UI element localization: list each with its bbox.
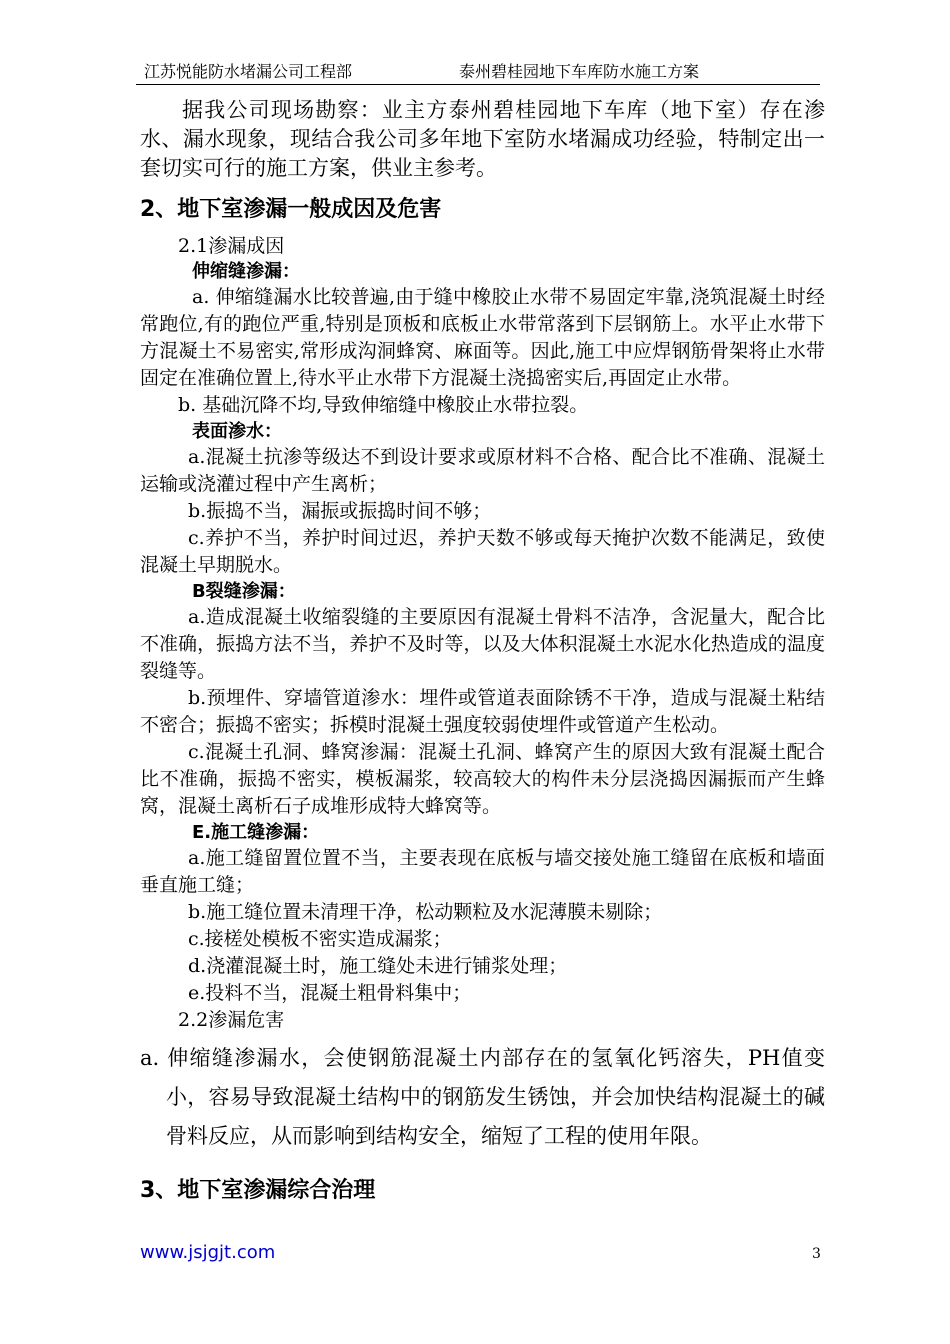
joint-item-a: a.施工缝留置位置不当，主要表现在底板与墙交接处施工缝留在底板和墙面垂直施工缝； [140,847,825,896]
section-3-title: 3、地下室渗漏综合治理 [140,1178,376,1203]
intro-paragraph: 据我公司现场勘察：业主方泰州碧桂园地下车库（地下室）存在渗水、漏水现象，现结合我公司多年地下室防水堵漏成功经验，特制定出一套切实可行的施工方案，供业主参考。 [140,98,825,180]
crack-item-b: b.预埋件、穿墙管道渗水：埋件或管道表面除锈不干净，造成与混凝土粘结不密合；振捣不密实；拆模时混凝土强度较弱使埋件或管道产生松动。 [140,687,825,736]
harm-item-a: a. 伸缩缝渗漏水，会使钢筋混凝土内部存在的氢氧化钙溶失，PH值变小，容易导致混凝土结构中的钢筋发生锈蚀，并会加快结构混凝土的碱骨料反应，从而影响到结构安全，缩短了工程的使用年限。 [140,1046,825,1148]
crack-item-a: a.造成混凝土收缩裂缝的主要原因有混凝土骨料不洁净，含泥量大，配合比不准确，振捣方法不当，养护不及时等，以及大体积混凝土水泥水化热造成的温度裂缝等。 [140,606,825,682]
expansion-item-b: b. 基础沉降不均,导致伸缩缝中橡胶止水带拉裂。 [178,394,589,416]
document-body [140,96,825,1206]
section-2-1-title: 2.1渗漏成因 [178,235,285,257]
subheading-surface-seepage: 表面渗水： [192,421,282,442]
page-number: 3 [812,1246,821,1262]
surface-item-a: a.混凝土抗渗等级达不到设计要求或原材料不合格、配合比不准确、混凝土运输或浇灌过程中产生离析； [140,446,825,495]
header-company: 江苏悦能防水堵漏公司工程部 [144,62,353,81]
joint-item-e: e.投料不当，混凝土粗骨料集中； [188,982,472,1004]
expansion-item-a: a. 伸缩缝漏水比较普遍,由于缝中橡胶止水带不易固定牢靠,浇筑混凝土时经常跑位,有的跑位严重,特别是顶板和底板止水带常落到下层钢筋上。水平止水带下方混凝土不易密实,常形成沟洞蜂窝、麻面等。因此,施工中应焊钢筋骨架将止水带固定在准确位置上,待水平止水带下方混凝土浇捣密实后,再固定止水带。 [140,286,825,389]
page-header [136,62,820,85]
joint-item-d: d.浇灌混凝土时，施工缝处未进行铺浆处理； [188,955,568,977]
header-doc-title: 泰州碧桂园地下车库防水施工方案 [459,62,700,81]
surface-item-b: b.振捣不当，漏振或振捣时间不够； [188,500,492,522]
section-2-title: 2、地下室渗漏一般成因及危害 [140,197,442,222]
joint-item-b: b.施工缝位置未清理干净，松动颗粒及水泥薄膜未剔除； [188,901,663,923]
subheading-expansion-joint: 伸缩缝渗漏： [192,261,300,282]
subheading-crack-seepage: B裂缝渗漏： [192,581,296,602]
subheading-construction-joint: E.施工缝渗漏： [192,822,320,843]
crack-item-c: c.混凝土孔洞、蜂窝渗漏：混凝土孔洞、蜂窝产生的原因大致有混凝土配合比不准确，振捣不密实，模板漏浆，较高较大的构件未分层浇捣因漏振而产生蜂窝，混凝土离析石子成堆形成特大蜂窝等。 [140,741,825,817]
website-link[interactable]: www.jsjgjt.com [140,1242,276,1263]
joint-item-c: c.接槎处模板不密实造成漏浆； [188,928,452,950]
section-2-2-title: 2.2渗漏危害 [178,1009,285,1031]
surface-item-c: c.养护不当，养护时间过迟，养护天数不够或每天掩护次数不能满足，致使混凝土早期脱水。 [140,527,825,576]
